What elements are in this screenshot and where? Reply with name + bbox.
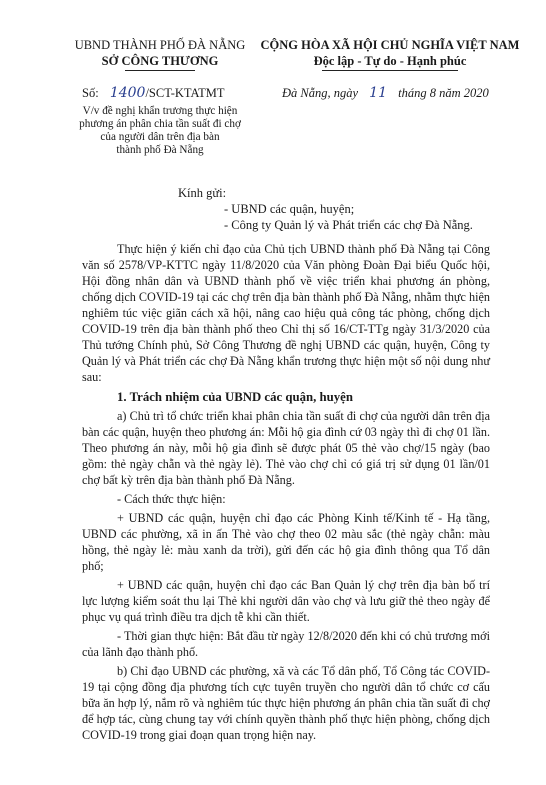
subject-block xyxy=(62,105,258,157)
issuer-parent-org: UBND THÀNH PHỐ ĐÀ NẴNG xyxy=(74,38,246,52)
timeline-paragraph: - Thời gian thực hiện: Bắt đầu từ ngày 12/8/2020 đến khi có chủ trương mới của lãnh đạo thành phố. xyxy=(82,629,490,659)
nation-title: CỘNG HÒA XÃ HỘI CHỦ NGHĨA VIỆT NAM xyxy=(260,38,520,52)
issuer-block xyxy=(62,38,258,69)
document-body xyxy=(82,241,490,743)
method-item-2: + UBND các quận, huyện chỉ đạo các Ban Quản lý chợ trên địa bàn bố trí lực lượng kiểm soát thu lại Thẻ khi người dân vào chợ và lưu giữ thẻ theo ngày để phục vụ quá trình điều tra dịch tễ khi cần thiết. xyxy=(82,578,490,624)
motto-underline xyxy=(322,70,458,71)
doc-number-suffix: /SCT-KTATMT xyxy=(145,86,225,100)
subject-line: phương án phân chia tần suất đi chợ xyxy=(79,118,241,130)
nation-motto: Độc lập - Tự do - Hạnh phúc xyxy=(313,54,467,68)
recipients-label: Kính gửi: xyxy=(178,186,227,200)
issue-date xyxy=(282,85,489,101)
recipient-item: - Công ty Quản lý và Phát triển các chợ Đà Nẵng. xyxy=(224,218,473,232)
doc-number-handwritten: 1400 xyxy=(109,85,146,101)
date-suffix: tháng 8 năm 2020 xyxy=(398,86,489,100)
issuer-org: SỞ CÔNG THƯƠNG xyxy=(101,54,219,68)
paragraph-b: b) Chỉ đạo UBND các phường, xã và các Tổ dân phố, Tổ Công tác COVID-19 tại cộng đồng địa phương tích cực tuyên truyền cho người dân tổ chức cơ cấu bữa ăn hợp lý, nắm rõ và nghiêm túc thực hiện phương án phân chia tần suất đi chợ để hợp tác, cùng chung tay với chính quyền thành phố thực hiện phòng, chống dịch COVID-19 trong giai đoạn quan trọng hiện nay. xyxy=(82,664,490,742)
issuer-underline xyxy=(125,70,195,71)
document-number xyxy=(82,85,225,101)
national-header xyxy=(240,38,540,69)
recipient-item: - UBND các quận, huyện; xyxy=(224,202,355,216)
section-1-heading: 1. Trách nhiệm của UBND các quận, huyện xyxy=(117,390,353,404)
date-prefix: Đà Nẵng, ngày xyxy=(282,86,359,100)
paragraph-a: a) Chủ trì tổ chức triển khai phân chia tần suất đi chợ của người dân trên địa bàn các quận, huyện theo phương án: Mỗi hộ gia đình cứ 03 ngày thì đi chợ 01 lần. Theo phương án này, mỗi hộ gia đình sẽ được phát 05 thẻ vào chợ/15 ngày (bao gồm: thẻ ngày chẵn và thẻ ngày lẻ). Thẻ vào chợ chỉ có giá trị sử dụng 01 lần/01 chợ bất kỳ trên địa bàn thành phố Đà Nẵng. xyxy=(82,409,490,487)
subject-line: V/v đề nghị khẩn trương thực hiện xyxy=(82,105,238,117)
date-day-handwritten: 11 xyxy=(369,85,387,101)
intro-paragraph: Thực hiện ý kiến chỉ đạo của Chủ tịch UBND thành phố Đà Nẵng tại Công văn số 2578/VP-KTTC ngày 11/8/2020 của Văn phòng Đoàn Đại biểu Quốc hội, Hội đồng nhân dân và UBND thành phố về việc triển khai phương án phòng, chống dịch COVID-19 tại các chợ trên địa bàn thành phố Đà Nẵng, nhằm thực hiện nghiêm túc việc giãn cách xã hội, nâng cao hiệu quả công tác phòng, chống dịch COVID-19 trên địa bàn thành phố theo Chỉ thị số 16/CT-TTg ngày 31/3/2020 của Thủ tướng Chính phủ, Sở Công Thương đề nghị UBND các quận, huyện, Công ty Quản lý và Phát triển các chợ Đà Nẵng khẩn trương thực hiện một số nội dung như sau: xyxy=(82,242,490,384)
recipients-list xyxy=(224,201,473,233)
method-label: - Cách thức thực hiện: xyxy=(117,492,226,506)
subject-line: thành phố Đà Nẵng xyxy=(116,144,204,156)
subject-line: của người dân trên địa bàn xyxy=(100,131,220,143)
method-item-1: + UBND các quận, huyện chỉ đạo các Phòng Kinh tế/Kinh tế - Hạ tầng, UBND các phường, xã in ấn Thẻ vào chợ theo 02 màu sắc (thẻ ngày chẵn: màu hồng, thẻ ngày lẻ: màu xanh da trời), gửi đến các hộ gia đình thông qua Tổ dân phố; xyxy=(82,511,490,573)
doc-number-prefix: Số: xyxy=(82,86,99,100)
